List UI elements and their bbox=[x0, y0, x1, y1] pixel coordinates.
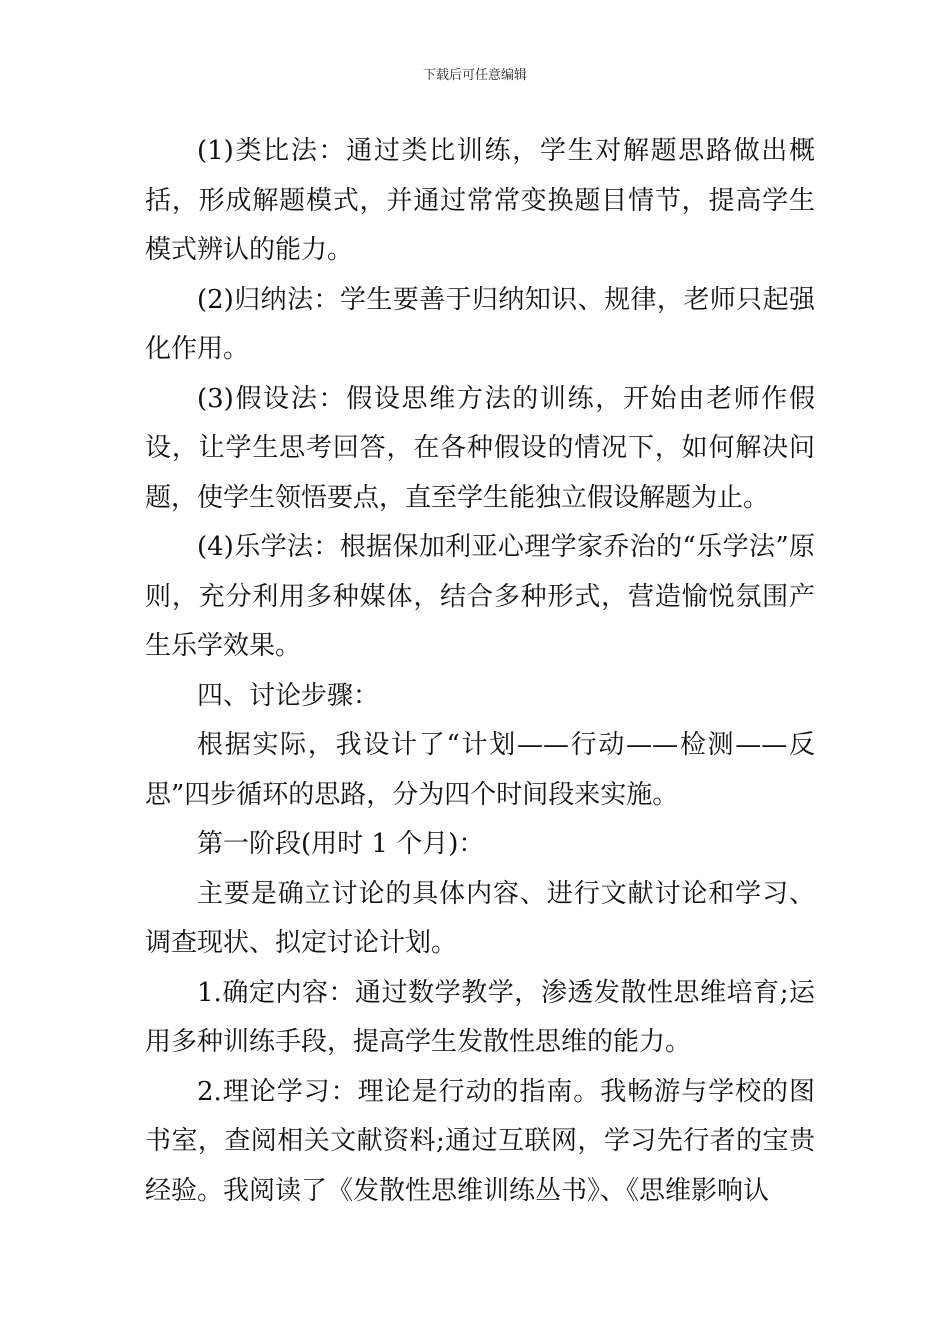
paragraph-four-step-cycle: 根据实际，我设计了“计划——行动——检测——反思”四步循环的思路，分为四个时间段来实施。 bbox=[145, 730, 815, 810]
stage-heading-first: 第一阶段(用时 1 个月)： bbox=[197, 829, 485, 859]
paragraph-analogy-method: (1)类比法：通过类比训练，学生对解题思路做出概括，形成解题模式，并通过常常变换题目情节，提高学生模式辨认的能力。 bbox=[145, 136, 815, 265]
paragraph-stage-one-summary: 主要是确立讨论的具体内容、进行文献讨论和学习、调查现状、拟定讨论计划。 bbox=[145, 878, 815, 958]
paragraph-hypothesis-method: (3)假设法：假设思维方法的训练，开始由老师作假设，让学生思考回答，在各种假设的情况下，如何解决问题，使学生领悟要点，直至学生能独立假设解题为止。 bbox=[145, 383, 815, 513]
paragraph-determine-content: 1.确定内容：通过数学教学，渗透发散性思维培育;运用多种训练手段，提高学生发散性思维的能力。 bbox=[145, 977, 815, 1057]
section-heading-research-steps: 四、讨论步骤： bbox=[197, 680, 380, 711]
page-header: 下载后可任意编辑 bbox=[422, 68, 527, 83]
paragraph-theory-study: 2.理论学习：理论是行动的指南。我畅游与学校的图书室，查阅相关文献资料;通过互联网，学习先行者的宝贵经验。我阅读了《发散性思维训练丛书》、《思维影响认 bbox=[145, 1076, 815, 1206]
document-body bbox=[145, 127, 815, 1216]
paragraph-induction-method: (2)归纳法：学生要善于归纳知识、规律，老师只起强化作用。 bbox=[145, 284, 815, 364]
paragraph-joyful-learning-method: (4)乐学法：根据保加利亚心理学家乔治的“乐学法”原则，充分利用多种媒体，结合多种形式，营造愉悦氛围产生乐学效果。 bbox=[145, 532, 815, 661]
